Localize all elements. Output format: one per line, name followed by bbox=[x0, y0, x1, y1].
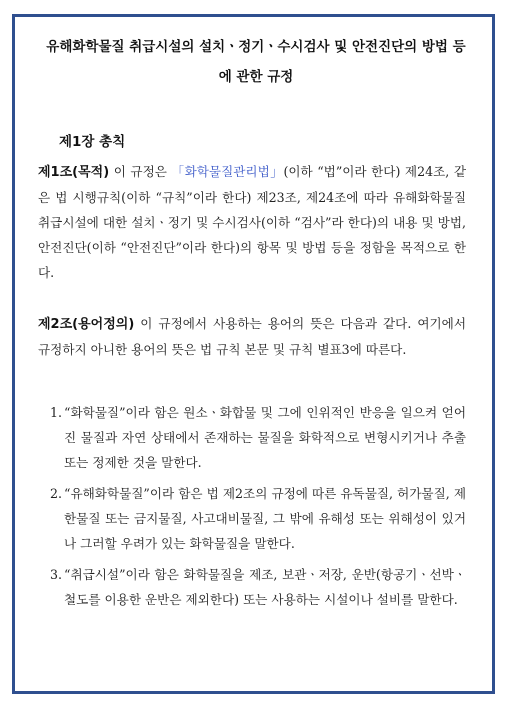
law-reference-link[interactable]: 「화학물질관리법」 bbox=[171, 164, 284, 179]
article-1 bbox=[38, 159, 466, 285]
article-1-text-after-link: (이하 “법”이라 한다) 제24조, 같은 법 시행규칙(이하 “규칙”이라 한다) 제23조, 제24조에 따라 유해화학물질 취급시설에 대한 설치ㆍ정기 및 수시검사(이하 “검사”라 한다)의 내용 및 방법, 안전진단(이하 “안전진단”이라 한다)의 항목 및 방법 등을 정함을 목적으로 한다. bbox=[38, 164, 466, 280]
document-title-line-1: 유해화학물질 취급시설의 설치ㆍ정기ㆍ수시검사 및 안전진단의 방법 등 bbox=[46, 39, 466, 55]
document-title-line-2: 에 관한 규정 bbox=[218, 69, 294, 85]
chapter-heading: 제1장 총칙 bbox=[59, 134, 126, 150]
list-item bbox=[50, 562, 466, 612]
article-1-paragraph bbox=[38, 159, 466, 285]
article-2-text: 이 규정에서 사용하는 용어의 뜻은 다음과 같다. 여기에서 규정하지 아니한 용어의 뜻은 법 규칙 본문 및 규칙 별표3에 따른다. bbox=[38, 316, 466, 357]
article-1-text-before-link: 이 규정은 bbox=[109, 164, 172, 179]
article-2 bbox=[38, 311, 466, 362]
list-item-text: “취급시설”이라 함은 화학물질을 제조, 보관ㆍ저장, 운반(항공기ㆍ선박ㆍ철도를 이용한 운반은 제외한다) 또는 사용하는 시설이나 설비를 말한다. bbox=[64, 567, 466, 607]
list-item-number: 2. bbox=[50, 486, 63, 501]
list-item-number: 1. bbox=[50, 405, 63, 420]
definition-list bbox=[50, 400, 466, 618]
article-1-heading: 제1조(목적) bbox=[38, 165, 110, 180]
list-item-text: “유해화학물질”이라 함은 법 제2조의 규정에 따른 유독물질, 허가물질, 제한물질 또는 금지물질, 사고대비물질, 그 밖에 유해성 또는 위해성이 있거나 그러할 우려가 있는 화학물질을 말한다. bbox=[64, 486, 466, 551]
list-item bbox=[50, 481, 466, 556]
article-2-heading: 제2조(용어정의) bbox=[38, 317, 135, 332]
document-title bbox=[16, 32, 496, 92]
article-2-paragraph bbox=[38, 311, 466, 362]
list-item-text: “화학물질”이라 함은 원소ㆍ화합물 및 그에 인위적인 반응을 일으켜 얻어진 물질과 자연 상태에서 존재하는 물질을 화학적으로 변형시키거나 추출 또는 정제한 것을 말한다. bbox=[64, 405, 466, 470]
list-item-number: 3. bbox=[50, 567, 63, 582]
list-item bbox=[50, 400, 466, 475]
